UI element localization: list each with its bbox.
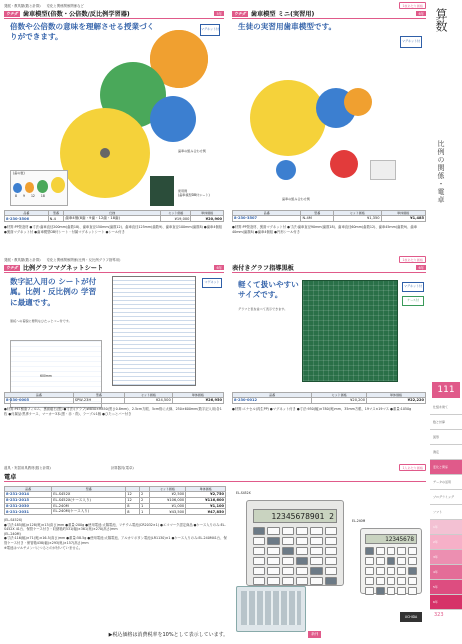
sec1-category: 発展・教具類(数と計算)	[4, 3, 41, 8]
sec2-tagline: 生徒の実習用歯車模型です。	[238, 22, 337, 31]
uchida-badge-text: UCHIDA	[404, 615, 418, 619]
sec2-badge	[400, 36, 422, 48]
calc-key	[253, 537, 265, 545]
sidebar-vertical-label: 比例の関係・電卓	[437, 140, 445, 204]
calc-key	[408, 577, 417, 585]
sidebar-index-item[interactable]: 1年	[430, 520, 462, 535]
table-cell: ¥106,000	[149, 497, 186, 503]
table-header-cell: 単体価格	[367, 393, 426, 398]
sidebar-index-item[interactable]: 5年	[430, 580, 462, 595]
calc-key	[296, 577, 308, 585]
table-cell: N-4M	[301, 216, 334, 222]
sec1-numbers-box	[10, 170, 68, 206]
calc-key	[253, 547, 265, 555]
page-ref	[434, 611, 460, 619]
product-code: 8-231-2031	[5, 509, 52, 515]
calc-key	[296, 567, 308, 575]
sec4-note: ●材質:エナセル(再生PP) ●マグネット付き ●寸法:930(幅)×780(奥)mm、35mm方眼、19マス×19マス ●重量:1050g	[232, 407, 412, 411]
table-cell: EL-S452X	[52, 492, 126, 498]
sec4-badge1-text: マグネット付	[404, 284, 422, 288]
calc-key	[376, 577, 385, 585]
sec4-grade: 6年	[418, 266, 424, 270]
product-code: 8-231-2030	[5, 503, 52, 509]
sec1-title-bar	[4, 9, 224, 19]
calc-key	[310, 537, 322, 545]
sec5-sub: 計算器具(電卓)	[110, 465, 134, 470]
calc1-display	[253, 509, 337, 523]
calc-key	[296, 527, 308, 535]
table-cell: ¥116,600	[186, 497, 226, 503]
product-code: 8-230-0012	[233, 398, 312, 404]
calc-key	[296, 547, 308, 555]
sidebar-index-item[interactable]: データの活用	[430, 475, 462, 490]
sec5-price-table	[4, 486, 226, 515]
sidebar-index-item[interactable]: 2年	[430, 535, 462, 550]
mini-gear-icon	[13, 183, 22, 193]
table-cell: 8	[126, 509, 140, 515]
sec1-caption1: 歯車の組み合わせ例	[178, 149, 206, 153]
table-header-cell: 仕様	[64, 211, 161, 216]
calc-key	[267, 537, 279, 545]
gear-blue	[150, 96, 196, 142]
calc-key	[253, 557, 265, 565]
table-header-cell: 品番	[5, 487, 52, 492]
gear-number: 12	[30, 193, 35, 198]
sec4-board	[302, 280, 398, 382]
calc-key	[387, 557, 396, 565]
calc-key	[408, 557, 417, 565]
table-header-cell: 品番	[5, 211, 49, 216]
table-cell: N-4	[48, 216, 64, 222]
table-header-cell: 品番	[233, 393, 312, 398]
calc2-keypad	[361, 547, 421, 595]
table-cell: 12	[126, 497, 140, 503]
calc-key	[397, 547, 406, 555]
sec4-header	[232, 256, 426, 262]
calc-key	[310, 567, 322, 575]
mini-gear-icon	[25, 182, 34, 193]
calc-key	[365, 577, 374, 585]
gear-number: 8	[15, 193, 17, 198]
sidebar-index-item[interactable]: 数と計算	[430, 415, 462, 430]
calc-key	[397, 587, 406, 595]
calc-key	[267, 567, 279, 575]
calc-key	[325, 557, 337, 565]
sec1-caption2: 使用例 (歯車模型DB付シート)	[178, 189, 210, 197]
page-ref-text: 323	[434, 612, 444, 618]
sec3-size-label: 600mm	[40, 374, 52, 378]
calc-key	[310, 547, 322, 555]
calc1-keypad	[247, 527, 343, 585]
page-number: 111	[437, 385, 455, 395]
table-cell: ¥47,850	[186, 509, 226, 515]
table-header-cell: セット価格	[161, 211, 191, 216]
calc-key	[408, 567, 417, 575]
table-row	[233, 398, 426, 404]
calc-key	[282, 567, 294, 575]
calc-key	[408, 587, 417, 595]
sec4-badge1	[402, 282, 424, 292]
sec3-brand: ウチダ	[6, 264, 18, 270]
calc-key	[267, 577, 279, 585]
sec2-badge-text: マグネット付	[402, 39, 420, 43]
sec2-header	[232, 2, 426, 8]
sec1-brand: ウチダ	[6, 10, 18, 16]
calc-key	[397, 557, 406, 565]
table-header-cell: セット価格	[334, 211, 381, 216]
calc-key	[253, 527, 265, 535]
sec1-numbers-label: (歯の数)	[13, 171, 25, 175]
table-cell: ¥2,750	[186, 492, 226, 498]
sidebar-index-item[interactable]: 図形	[430, 430, 462, 445]
calc1-image	[246, 500, 344, 586]
table-header-cell: 品番	[233, 211, 301, 216]
sec1-sub: 変化と関係関係関係など	[46, 3, 84, 8]
gear-yellow-mini	[250, 80, 326, 156]
sidebar-index-item[interactable]: 仕組を建て	[430, 400, 462, 415]
sec2-pill: 1枚あたり価格	[399, 2, 426, 9]
sec1-usage-image	[150, 176, 174, 206]
table-cell: ¥43,500	[149, 509, 186, 515]
calc-key	[282, 547, 294, 555]
sec4-sub-tagline: グラフと表を並べて表示できます。	[238, 307, 288, 311]
calc-key	[376, 567, 385, 575]
sec2-usage-image	[370, 160, 396, 180]
sec5-category: 道具・実習用具教材(数と計算)	[4, 465, 51, 470]
sec2-title: 歯車模型 ミニ(実習用)	[250, 11, 315, 18]
gear-center	[100, 148, 110, 158]
calc-key	[267, 547, 279, 555]
page-number-tab	[432, 382, 460, 398]
calc-key	[387, 587, 396, 595]
sidebar-index-item[interactable]: ソフト	[430, 505, 462, 520]
sec5-title-bar	[4, 472, 426, 482]
sec2-price-table	[232, 210, 426, 222]
mini-gear-icon	[51, 177, 65, 193]
sec2-brand: ウチダ	[234, 10, 246, 16]
calc-key	[325, 527, 337, 535]
calc1-display-text: 12345678901 2	[271, 512, 334, 521]
table-header-cell: 型番	[52, 487, 126, 492]
table-row	[5, 509, 226, 515]
calc-key	[325, 577, 337, 585]
calc-key	[310, 577, 322, 585]
table-cell: 2	[139, 497, 149, 503]
calc-key	[253, 577, 265, 585]
table-cell: 8	[126, 503, 140, 509]
product-code: 8-230-0005	[5, 398, 74, 404]
sidebar-title: 算数	[434, 8, 448, 32]
sidebar-index-item[interactable]: 変化と関係	[430, 460, 462, 475]
sec3-grade: 6年	[216, 266, 222, 270]
gear-orange-mini	[344, 88, 372, 116]
table-cell: ¥1,000	[149, 503, 186, 509]
table-cell: 12	[126, 492, 140, 498]
calc2-label: EL-240M	[352, 519, 366, 523]
calc2-display-text: 12345678	[385, 536, 414, 543]
sec3-graph-sheet	[112, 276, 196, 386]
sec2-grade: 6年	[418, 12, 424, 16]
sec3-price-table	[4, 392, 224, 404]
table-header-cell: 単体価格	[191, 211, 224, 216]
calc-key	[310, 527, 322, 535]
table-cell: ¥26,950	[172, 398, 223, 404]
gear-blue-small	[276, 160, 296, 180]
table-cell: ¥1,485	[381, 216, 425, 222]
calc-key	[365, 587, 374, 595]
table-cell: 歯車4個(8歯・9歯・12歯・18歯)	[64, 216, 161, 222]
gear-number: 18	[40, 193, 45, 198]
calc2-display	[365, 534, 417, 544]
sec4-price-table	[232, 392, 426, 404]
sec1-header	[4, 2, 224, 8]
mini-gear-icon	[37, 180, 48, 193]
calc-key	[387, 547, 396, 555]
product-code: 8-230-3507	[233, 216, 301, 222]
sec4-tagline: 軽くて扱いやすい サイズです。	[238, 280, 299, 300]
sec4-badge2-text: ケース付	[407, 298, 419, 302]
calc-key	[408, 547, 417, 555]
calc-key	[282, 527, 294, 535]
sec3-badge1	[202, 278, 222, 288]
calc-key	[267, 527, 279, 535]
calc-key	[376, 557, 385, 565]
sec4-title: 表付きグラフ指導黒板	[232, 265, 294, 272]
sec4-title-bar	[232, 263, 426, 273]
calc-key	[325, 537, 337, 545]
sec2-title-bar	[232, 9, 426, 19]
sec1-note: ●材質:PP発泡材 ●寸法:歯車直径200mm(歯数18)、歯車直径150mm(歯数12)、歯車直径125mm(歯数9)、歯車直径100mm(歯数8) ●歯車4個組 ●裏面マグネット付 ●歯車模型DB付シート・付属マグネットシート ●シール付き	[4, 225, 223, 234]
calc-key	[282, 537, 294, 545]
table-cell: ¥24,500	[125, 398, 173, 404]
sec1-title: 歯車模型(倍数・公倍数/反比例学習器)	[22, 11, 130, 18]
sec5-pill: 1人あたり価格	[399, 464, 426, 471]
calc-key	[325, 547, 337, 555]
sec1-grade: 5年	[216, 12, 222, 16]
calc-key	[267, 557, 279, 565]
calc1-label: EL-S452X	[236, 491, 251, 495]
table-cell: ¥2,500	[149, 492, 186, 498]
table-row	[5, 216, 224, 222]
table-header-cell: 単体価格	[381, 211, 425, 216]
sec4-badge2	[402, 296, 424, 306]
sec1-badge-text: マグネット付	[201, 27, 219, 31]
sidebar-index-item[interactable]: プログラミング	[430, 490, 462, 505]
table-header-cell: 品番	[5, 393, 74, 398]
calc-key	[376, 547, 385, 555]
sec1-tagline: 倍数や公倍数の意味を理解させる授業づくりができます。	[10, 22, 155, 42]
calc-key	[296, 537, 308, 545]
sec5-title: 電卓	[4, 474, 17, 481]
table-cell: EL-240M(ケース入り)	[52, 509, 126, 515]
sec4-pill: 1枚あたり価格	[399, 256, 426, 263]
table-header-cell: セット価格	[149, 487, 186, 492]
sec5-note: (EL-S452X) ●寸法:185(幅)×128(奥)×13(高さ)mm ●重量:200g ●使用電池:太陽電池、リチウム電池(CR2032×1) ●エコマーク認定商品 ●ケース入りのみ:EL-S452X 41台、保管ケース付き・収納箱約531(幅)×361(奥)×270(高さ)mm (EL-240M) ●寸法:116(幅)×71(奥)×16.5(高さ)mm ●重量:58.5g ●使用電池:太陽電池、アルカリボタン電池(LR1130)×1 ●ケース入りのみ:EL-240M41台、保管ケース付き・保管箱438(幅)×293(奥)×157(高さ)mm ※電池はマルチメンバにつるとのが付いていません。	[4, 518, 227, 550]
sidebar-index-item[interactable]: 4年	[430, 565, 462, 580]
table-header-cell: セット価格	[312, 393, 367, 398]
table-cell: ¥19,000	[161, 216, 191, 222]
sec3-note: ●材質:PET樹脂フィルム、裏面磁石(黒) ●寸法:(グラフ)W850×H850(黒さ0.8mm)、2.5cm方眼、5cm格に太線、250×600mm(数字記入用)各1枚 ●付属品:黒専ケース、マーカー3本(黒・赤・青)、ラーブル1個 ●ひたっとバー付き	[4, 407, 222, 416]
sec2-caption: 歯車の組み合わせ例	[282, 197, 310, 201]
uchida-badge	[400, 612, 422, 622]
calc-key	[397, 577, 406, 585]
sidebar-index-item[interactable]: 3年	[430, 550, 462, 565]
calc-key	[365, 547, 374, 555]
calc-case-contents	[241, 591, 301, 625]
table-header-cell: 単体価格	[186, 487, 226, 492]
table-cell: 1	[139, 503, 149, 509]
sec3-badge1-text: マグネット	[204, 280, 220, 284]
table-cell: ¥1,350	[334, 216, 381, 222]
footer	[4, 628, 426, 640]
calc-key	[365, 567, 374, 575]
sec1-badge	[200, 24, 220, 36]
calc-key	[365, 557, 374, 565]
sec3-category: 発展・教具類(数と計算)	[4, 257, 41, 262]
calc-key	[397, 567, 406, 575]
calc-key	[310, 557, 322, 565]
table-cell: SPW-23H	[73, 398, 124, 404]
product-code: 8-231-2015	[5, 497, 52, 503]
product-code: 8-230-3506	[5, 216, 49, 222]
sec5-header	[4, 464, 426, 470]
table-cell: EL-240M	[52, 503, 126, 509]
table-header-cell: 単体価格	[172, 393, 223, 398]
gear-red-mini	[330, 150, 358, 178]
table-cell: EL-S452X(ケース入り)	[52, 497, 126, 503]
sec3-sub: 変化と関係関係関係(比例・反比例グラフ指導用)	[46, 257, 121, 262]
table-header-cell: セット価格	[125, 393, 173, 398]
calc-storage-case	[236, 586, 306, 632]
table-header-cell: 型番	[48, 211, 64, 216]
product-code: 8-231-2014	[5, 492, 52, 498]
sidebar-index-item[interactable]: 測定	[430, 445, 462, 460]
calc-key	[325, 567, 337, 575]
sidebar-index-item[interactable]: 6年	[430, 595, 462, 610]
footer-mark: 新刊	[308, 631, 321, 638]
sec3-sub-tagline: 黒板への着脱に便利なひたっとバー付です。	[10, 319, 72, 323]
table-cell: ¥20,900	[191, 216, 224, 222]
sec1-price-table	[4, 210, 224, 222]
sec3-header	[4, 256, 224, 262]
table-row	[233, 216, 426, 222]
sec3-tagline: 数字記入用の シートが付属。比例・反比例の 学習に最適です。	[10, 277, 97, 307]
table-cell: 2	[139, 492, 149, 498]
gear-number: 9	[22, 193, 25, 198]
table-header-cell: 型番	[73, 393, 124, 398]
calc-key	[282, 577, 294, 585]
calc-key	[253, 567, 265, 575]
sec2-note: ●材質:PP発泡材、裏面マグネット付 ●寸法:歯車直径90mm(歯数18)、歯車直径60mm(歯数12)、歯車45mm(歯数9)、歯車40mm(歯数8) ●歯車4個組 ●円形シール付き	[232, 225, 418, 234]
sec3-title-bar	[4, 263, 224, 273]
calc-key	[387, 577, 396, 585]
table-cell: ¥22,220	[367, 398, 426, 404]
table-cell: ¥20,200	[312, 398, 367, 404]
calc-key	[387, 567, 396, 575]
calc2-image	[360, 528, 422, 594]
table-header-cell: 型番	[301, 211, 334, 216]
table-cell: 1	[139, 509, 149, 515]
calc-key	[296, 557, 308, 565]
calc-key	[282, 557, 294, 565]
sec3-title: 比例グラフマグネットシート	[22, 265, 104, 272]
footer-text: ▶税込価格は消費税率を10%として表示しています。	[108, 631, 229, 638]
table-cell: ¥1,100	[186, 503, 226, 509]
table-row	[5, 398, 224, 404]
calc-key	[376, 587, 385, 595]
